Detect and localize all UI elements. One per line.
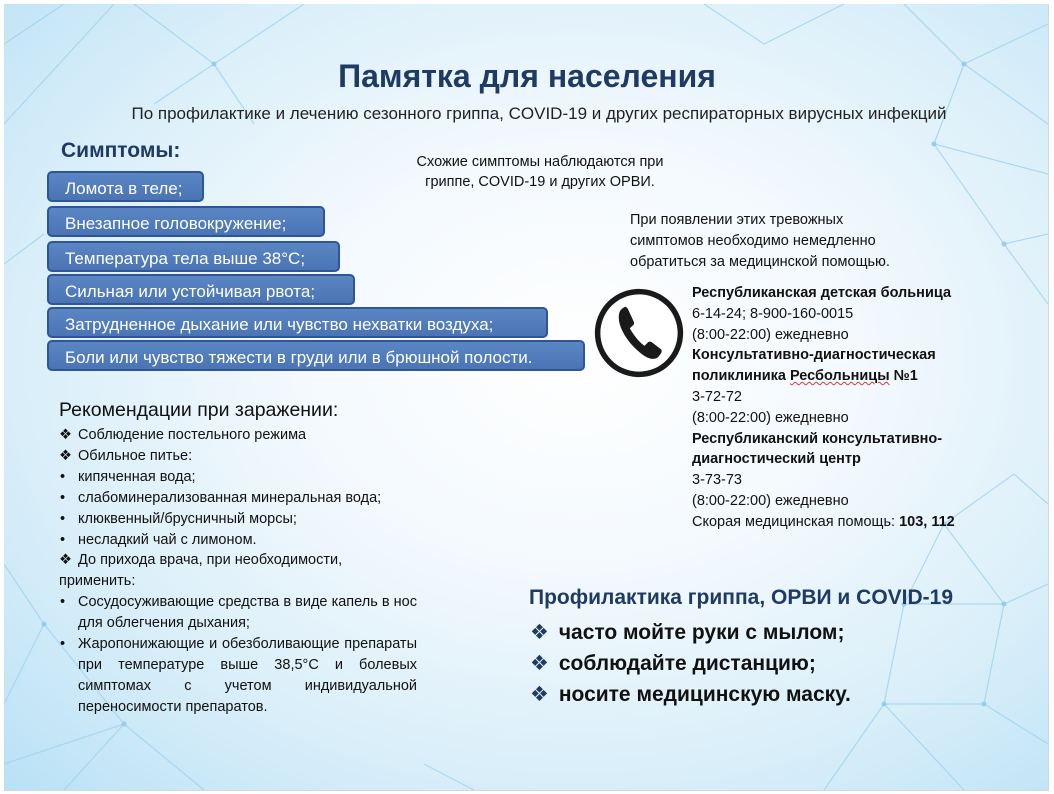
list-item: ❖ До прихода врача, при необходимости, [59, 550, 417, 571]
phone-icon [593, 287, 685, 379]
page-title: Памятка для населения [338, 58, 716, 94]
list-item: • Сосудосуживающие средства в виде капель в нос для облегчения дыхания; [59, 592, 417, 634]
contact-hours: (8:00-22:00) ежедневно [692, 409, 849, 426]
contact-phone: 3-73-73 [692, 472, 742, 489]
symptom-box: Боли или чувство тяжести в груди или в брюшной полости. [47, 340, 585, 371]
ambulance-line: Скорая медицинская помощь: 103, 112 [692, 513, 955, 530]
list-item: • слабоминерализованная минеральная вода; [59, 488, 417, 509]
contacts-block [692, 283, 1022, 533]
list-item: применить: [59, 573, 136, 590]
recommendations-heading: Рекомендации при заражении: [59, 399, 339, 421]
symptom-box: Температура тела выше 38°С; [47, 241, 340, 272]
contact-phone: 6-14-24; 8-900-160-0015 [692, 305, 854, 322]
list-item: ❖ Соблюдение постельного режима [59, 425, 417, 446]
list-item: • Жаропонижающие и обезболивающие препараты при температуре выше 38,5°С и болевых симптомах с учетом индивидуальной переносимости препаратов. [59, 634, 417, 718]
symptom-box: Ломота в теле; [47, 171, 204, 202]
list-item: ❖ соблюдайте дистанцию; [530, 652, 816, 675]
alarm-symptoms-note: При появлении этих тревожных симптомов необходимо немедленно обратиться за медицинской помощью. [630, 212, 890, 270]
contact-name: Республиканский консультативно- [692, 430, 943, 447]
similar-symptoms-note: Схожие симптомы наблюдаются при гриппе, COVID-19 и других ОРВИ. [416, 154, 664, 190]
diamond-bullet-icon: ❖ [530, 621, 549, 644]
contact-hours: (8:00-22:00) ежедневно [692, 326, 849, 343]
list-item: ❖ Обильное питье: [59, 446, 417, 467]
list-item: • несладкий чай с лимоном. [59, 530, 417, 551]
symptoms-heading: Симптомы: [61, 139, 181, 162]
prevention-heading: Профилактика гриппа, ОРВИ и COVID-19 [529, 586, 954, 609]
page-subtitle: По профилактике и лечению сезонного гриппа, COVID-19 и других респираторных вирусных инфекций [131, 104, 947, 123]
symptom-box: Внезапное головокружение; [47, 206, 325, 237]
list-item: • клюквенный/брусничный морсы; [59, 509, 417, 530]
symptom-box: Затрудненное дыхание или чувство нехватки воздуха; [47, 307, 548, 338]
contact-name: Республиканская детская больница [692, 285, 952, 301]
contact-name: Консультативно-диагностическая [692, 347, 936, 364]
contact-name: поликлиника Ресбольницы №1 [692, 368, 918, 385]
symptom-box: Сильная или устойчивая рвота; [47, 274, 355, 305]
diamond-bullet-icon: ❖ [530, 652, 549, 675]
contact-name: диагностический центр [692, 451, 861, 468]
contact-hours: (8:00-22:00) ежедневно [692, 492, 849, 509]
recommendations-list [59, 425, 417, 718]
list-item: ❖ носите медицинскую маску. [530, 683, 851, 706]
contact-phone: 3-72-72 [692, 388, 742, 405]
prevention-list [530, 617, 851, 710]
list-item: • кипяченная вода; [59, 467, 417, 488]
list-item: ❖ часто мойте руки с мылом; [530, 621, 845, 644]
diamond-bullet-icon: ❖ [530, 683, 549, 706]
